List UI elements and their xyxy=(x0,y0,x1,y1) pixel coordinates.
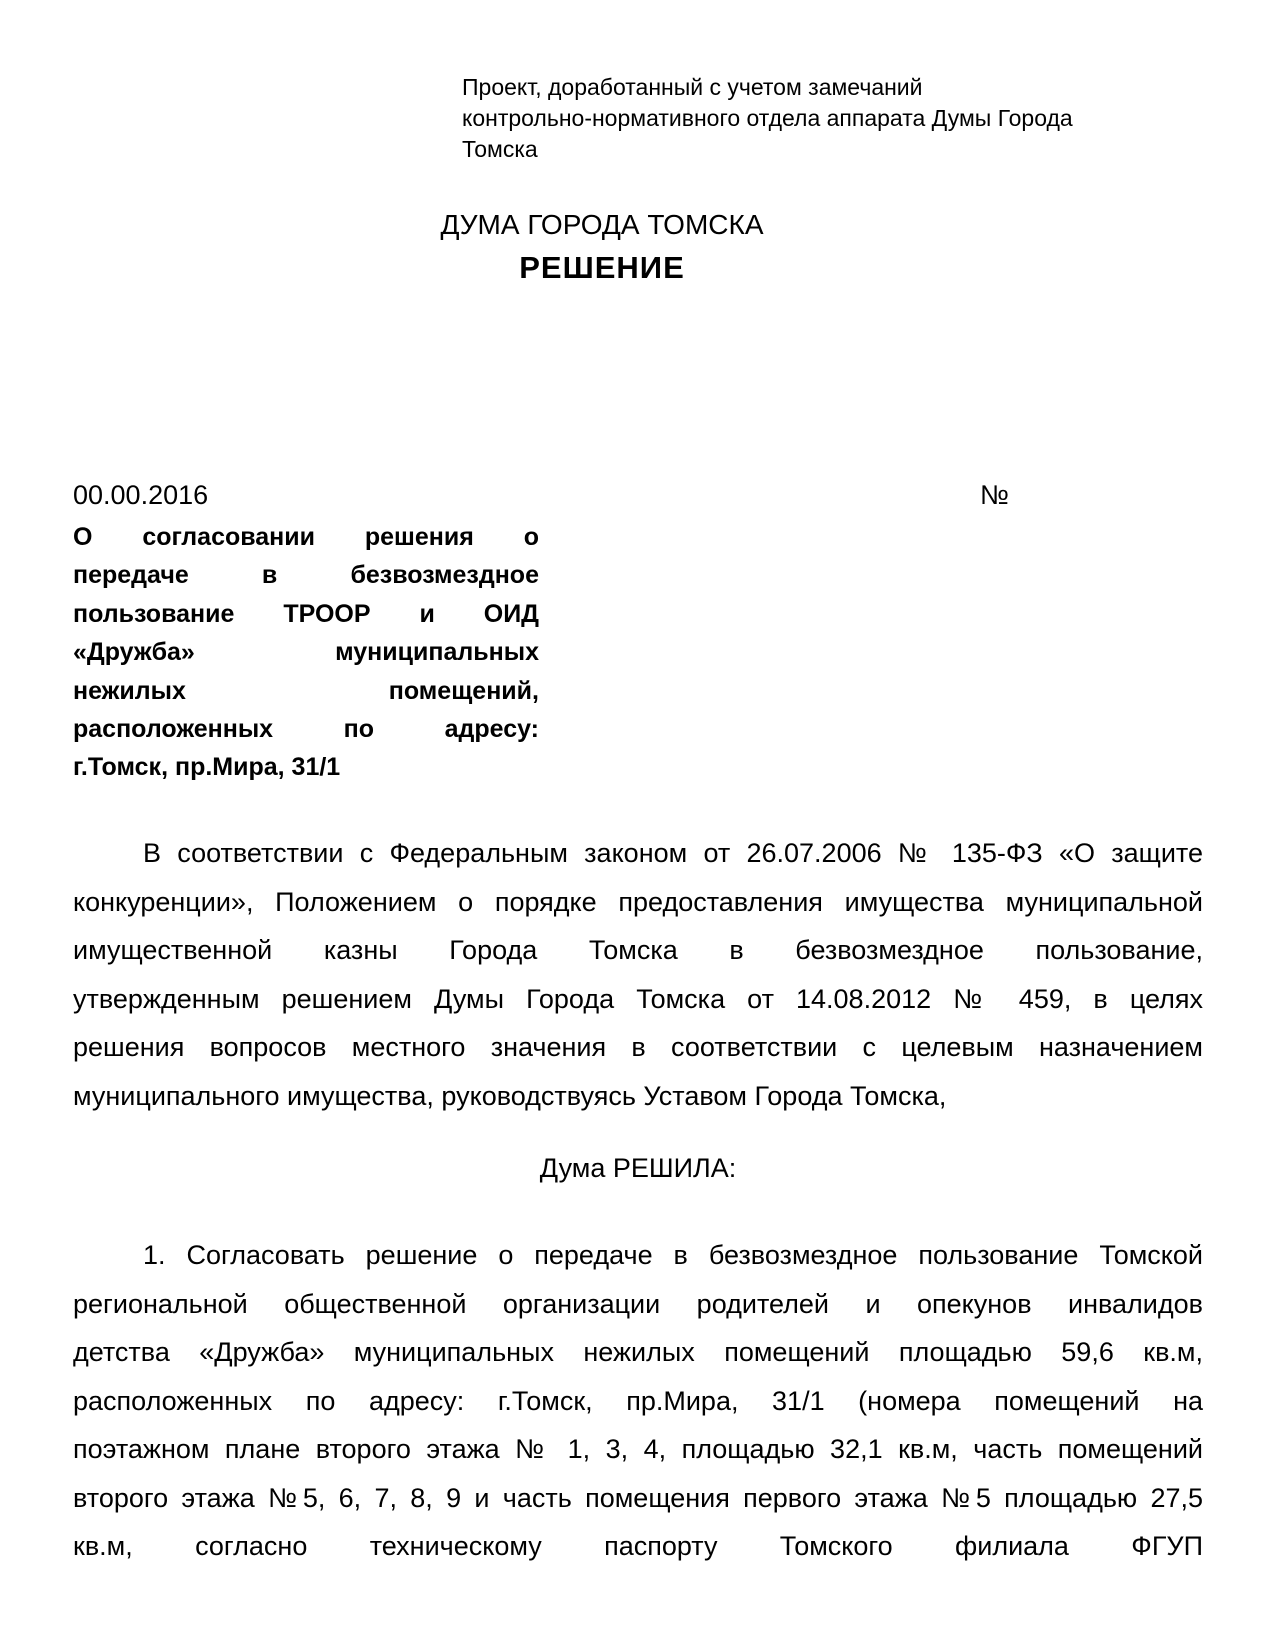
approval-note xyxy=(462,72,1107,165)
preamble-paragraph xyxy=(73,829,1203,1120)
document-subject-line: «Дружба» муниципальных xyxy=(73,638,539,667)
preamble-paragraph-line: имущественной казны Города Томска в безвозмездное пользование, xyxy=(73,935,1203,965)
document-subject-line: передаче в безвозмездное xyxy=(73,561,539,590)
preamble-paragraph-line: конкуренции», Положением о порядке предоставления имущества муниципальной xyxy=(73,886,1203,917)
document-subject-line: нежилых помещений, xyxy=(73,676,539,705)
document-subject-line: О согласовании решения о xyxy=(73,523,539,551)
preamble-paragraph-line: утвержденным решением Думы Города Томска от 14.08.2012 № 459, в целях xyxy=(73,983,1203,1014)
clause-1-paragraph xyxy=(73,1231,1203,1571)
approval-note-line: Томска xyxy=(462,136,538,162)
clause-1-paragraph-line: 1. Согласовать решение о передаче в безвозмездное пользование Томской xyxy=(143,1240,1203,1270)
document-type-heading: РЕШЕНИЕ xyxy=(519,250,685,285)
clause-1-paragraph-line: поэтажном плане второго этажа № 1, 3, 4, площадью 32,1 кв.м, часть помещений xyxy=(73,1434,1203,1464)
document-subject-line: расположенных по адресу: xyxy=(73,715,539,744)
approval-note-line: Проект, доработанный с учетом замечаний xyxy=(462,74,923,100)
clause-1-paragraph-line: второго этажа №5, 6, 7, 8, 9 и часть помещения первого этажа №5 площадью 27,5 xyxy=(73,1482,1203,1513)
document-subject-line: г.Томск, пр.Мира, 31/1 xyxy=(73,753,341,782)
document-subject xyxy=(73,518,539,787)
document-number-sign: № xyxy=(980,480,1009,510)
document-subject-line: пользование ТРООР и ОИД xyxy=(73,599,539,628)
document-date: 00.00.2016 xyxy=(73,480,209,510)
title-block xyxy=(73,208,1131,286)
date-number-line xyxy=(73,480,1203,511)
preamble-paragraph-line: решения вопросов местного значения в соответствии с целевым назначением xyxy=(73,1032,1203,1062)
resolution-heading: Дума РЕШИЛА: xyxy=(539,1153,737,1183)
preamble-paragraph-line: В соответствии с Федеральным законом от 26.07.2006 № 135-ФЗ «О защите xyxy=(143,838,1203,868)
preamble-paragraph-line: муниципального имущества, руководствуясь Уставом Города Томска, xyxy=(73,1080,947,1111)
organization-name: ДУМА ГОРОДА ТОМСКА xyxy=(440,209,764,240)
clause-1-paragraph-line: кв.м, согласно техническому паспорту Томского филиала ФГУП xyxy=(73,1531,1203,1561)
clause-1-paragraph-line: детства «Дружба» муниципальных нежилых помещений площадью 59,6 кв.м, xyxy=(73,1337,1203,1367)
clause-1-paragraph-line: расположенных по адресу: г.Томск, пр.Мира, 31/1 (номера помещений на xyxy=(73,1385,1203,1416)
clause-1-paragraph-line: региональной общественной организации родителей и опекунов инвалидов xyxy=(73,1288,1203,1319)
approval-note-line: контрольно-нормативного отдела аппарата Думы Города xyxy=(462,105,1073,131)
